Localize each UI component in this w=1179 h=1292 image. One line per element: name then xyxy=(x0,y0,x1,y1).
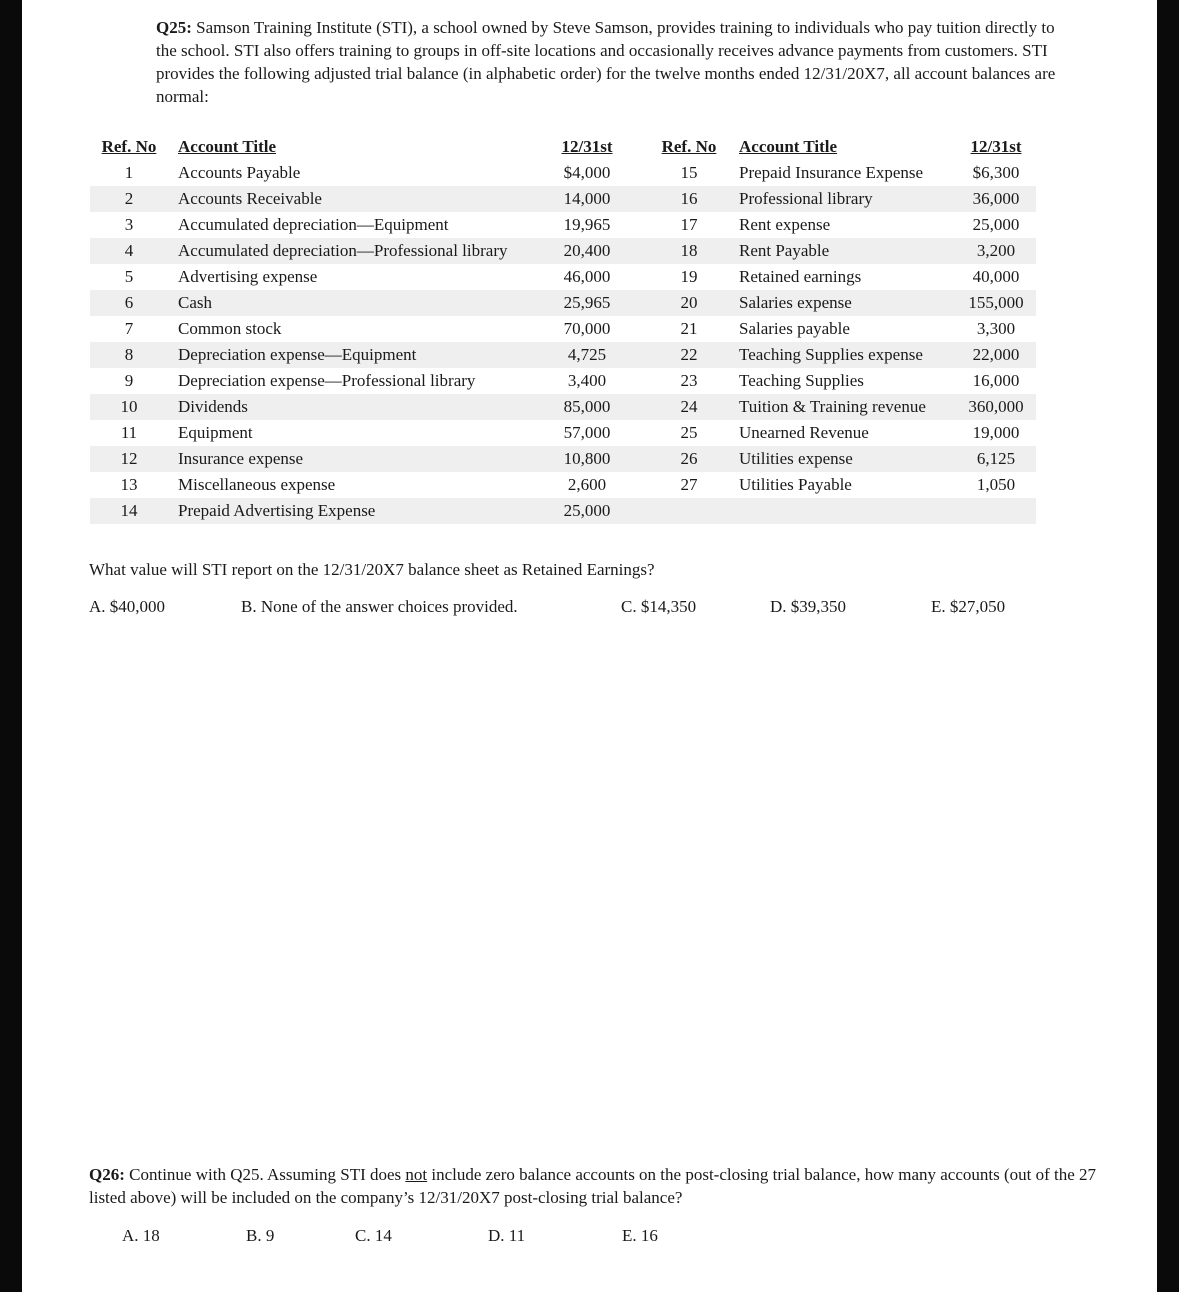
q26-choice-a: A. 18 xyxy=(122,1226,160,1245)
account-title: Salaries payable xyxy=(739,319,850,338)
header-ref-right: Ref. No xyxy=(661,137,717,156)
ref-number: 17 xyxy=(680,215,698,234)
ref-number: 8 xyxy=(124,345,134,364)
q25-choice-c: C. $14,350 xyxy=(621,597,697,616)
account-title: Equipment xyxy=(178,423,253,442)
ref-number: 10 xyxy=(120,397,138,416)
account-balance: 19,965 xyxy=(563,215,611,234)
ref-number: 20 xyxy=(680,293,698,312)
account-title: Retained earnings xyxy=(739,267,862,286)
ref-number: 16 xyxy=(680,189,698,208)
account-title: Professional library xyxy=(739,189,873,208)
account-balance: 10,800 xyxy=(563,449,611,468)
account-balance: 40,000 xyxy=(972,267,1020,286)
ref-number: 2 xyxy=(124,189,134,208)
account-balance: 360,000 xyxy=(968,397,1024,416)
header-ref-left: Ref. No xyxy=(101,137,157,156)
account-balance: 3,200 xyxy=(976,241,1016,260)
ref-number: 6 xyxy=(124,293,134,312)
account-title: Tuition & Training revenue xyxy=(739,397,926,416)
account-balance: 85,000 xyxy=(563,397,611,416)
account-title: Common stock xyxy=(178,319,282,338)
account-balance: 25,965 xyxy=(563,293,611,312)
q26-choice-e: E. 16 xyxy=(622,1226,658,1245)
account-title: Rent Payable xyxy=(739,241,830,260)
account-title: Unearned Revenue xyxy=(739,423,869,442)
q26-question xyxy=(89,1163,1099,1209)
ref-number: 5 xyxy=(124,267,134,286)
q26-text-before: Continue with Q25. Assuming STI does xyxy=(129,1165,402,1184)
account-title: Advertising expense xyxy=(178,267,318,286)
ref-number: 25 xyxy=(680,423,698,442)
account-balance: 46,000 xyxy=(563,267,611,286)
ref-number: 7 xyxy=(124,319,134,338)
document-page xyxy=(22,0,1157,1292)
ref-number: 21 xyxy=(680,319,698,338)
account-balance: 25,000 xyxy=(972,215,1020,234)
account-balance: 70,000 xyxy=(563,319,611,338)
account-title: Utilities expense xyxy=(739,449,853,468)
account-title: Accounts Receivable xyxy=(178,189,322,208)
account-balance: 3,400 xyxy=(567,371,607,390)
account-title: Accounts Payable xyxy=(178,163,301,182)
account-balance: 36,000 xyxy=(972,189,1020,208)
ref-number: 19 xyxy=(680,267,698,286)
ref-number: 1 xyxy=(124,163,134,182)
ref-number: 27 xyxy=(680,475,698,494)
account-title: Accumulated depreciation—Professional library xyxy=(178,241,508,260)
ref-number: 23 xyxy=(680,371,698,390)
ref-number: 24 xyxy=(680,397,698,416)
header-amount-left: 12/31st xyxy=(561,137,613,156)
account-title: Teaching Supplies expense xyxy=(739,345,923,364)
q26-label: Q26: xyxy=(89,1165,125,1184)
account-balance: 4,725 xyxy=(567,345,607,364)
account-title: Teaching Supplies xyxy=(739,371,864,390)
account-balance: 2,600 xyxy=(567,475,607,494)
ref-number: 18 xyxy=(680,241,698,260)
account-title: Miscellaneous expense xyxy=(178,475,336,494)
q25-choice-d: D. $39,350 xyxy=(770,597,847,616)
q26-choice-c: C. 14 xyxy=(355,1226,392,1245)
q25-label: Q25: xyxy=(156,18,192,37)
q25-choice-b: B. None of the answer choices provided. xyxy=(241,597,518,616)
account-title: Salaries expense xyxy=(739,293,852,312)
account-balance: 20,400 xyxy=(563,241,611,260)
q25-choice-e: E. $27,050 xyxy=(931,597,1006,616)
page-edge xyxy=(1157,0,1179,1292)
header-title-left: Account Title xyxy=(178,137,277,156)
account-title: Dividends xyxy=(178,397,248,416)
account-title: Rent expense xyxy=(739,215,831,234)
header-title-right: Account Title xyxy=(739,137,838,156)
q25-intro xyxy=(156,16,1076,108)
account-balance: 3,300 xyxy=(976,319,1016,338)
account-title: Depreciation expense—Equipment xyxy=(178,345,417,364)
ref-number: 14 xyxy=(120,501,138,520)
q25-question: What value will STI report on the 12/31/20X7 balance sheet as Retained Earnings? xyxy=(89,560,655,579)
account-balance: $4,000 xyxy=(563,163,611,182)
ref-number: 13 xyxy=(120,475,138,494)
ref-number: 26 xyxy=(680,449,698,468)
account-balance: 14,000 xyxy=(563,189,611,208)
ref-number: 9 xyxy=(124,371,134,390)
q26-choice-d: D. 11 xyxy=(488,1226,526,1245)
account-balance: 57,000 xyxy=(563,423,611,442)
account-title: Accumulated depreciation—Equipment xyxy=(178,215,449,234)
q25-text: Samson Training Institute (STI), a school owned by Steve Samson, provides training to individuals who pay tuition directly to the school. STI also offers training to groups in off-site locations and occasionally receives advance payments from customers. STI provides the following adjusted trial balance (in alphabetic order) for the twelve months ended 12/31/20X7, all account balances are normal: xyxy=(156,18,1056,106)
q26-choice-b: B. 9 xyxy=(246,1226,275,1245)
q25-choice-a: A. $40,000 xyxy=(89,597,166,616)
account-title: Depreciation expense—Professional library xyxy=(178,371,476,390)
account-title: Insurance expense xyxy=(178,449,304,468)
ref-number: 15 xyxy=(680,163,698,182)
ref-number: 3 xyxy=(124,215,134,234)
account-title: Utilities Payable xyxy=(739,475,852,494)
ref-number: 12 xyxy=(120,449,138,468)
ref-number: 11 xyxy=(120,423,138,442)
account-balance: 1,050 xyxy=(976,475,1016,494)
account-balance: $6,300 xyxy=(972,163,1020,182)
account-title: Prepaid Insurance Expense xyxy=(739,163,924,182)
account-balance: 16,000 xyxy=(972,371,1020,390)
account-balance: 6,125 xyxy=(976,449,1016,468)
account-balance: 22,000 xyxy=(972,345,1020,364)
ref-number: 22 xyxy=(680,345,698,364)
q26-emphasis: not xyxy=(405,1165,428,1184)
account-balance: 25,000 xyxy=(563,501,611,520)
account-balance: 19,000 xyxy=(972,423,1020,442)
account-title: Cash xyxy=(178,293,212,312)
account-title: Prepaid Advertising Expense xyxy=(178,501,376,520)
header-amount-right: 12/31st xyxy=(970,137,1022,156)
q26-text-after: include zero balance accounts on the post-closing trial balance, how many accounts (out of the 27 listed above) will be included on the company’s 12/31/20X7 post-closing trial balance? xyxy=(89,1165,1097,1207)
account-balance: 155,000 xyxy=(968,293,1024,312)
ref-number: 4 xyxy=(124,241,134,260)
